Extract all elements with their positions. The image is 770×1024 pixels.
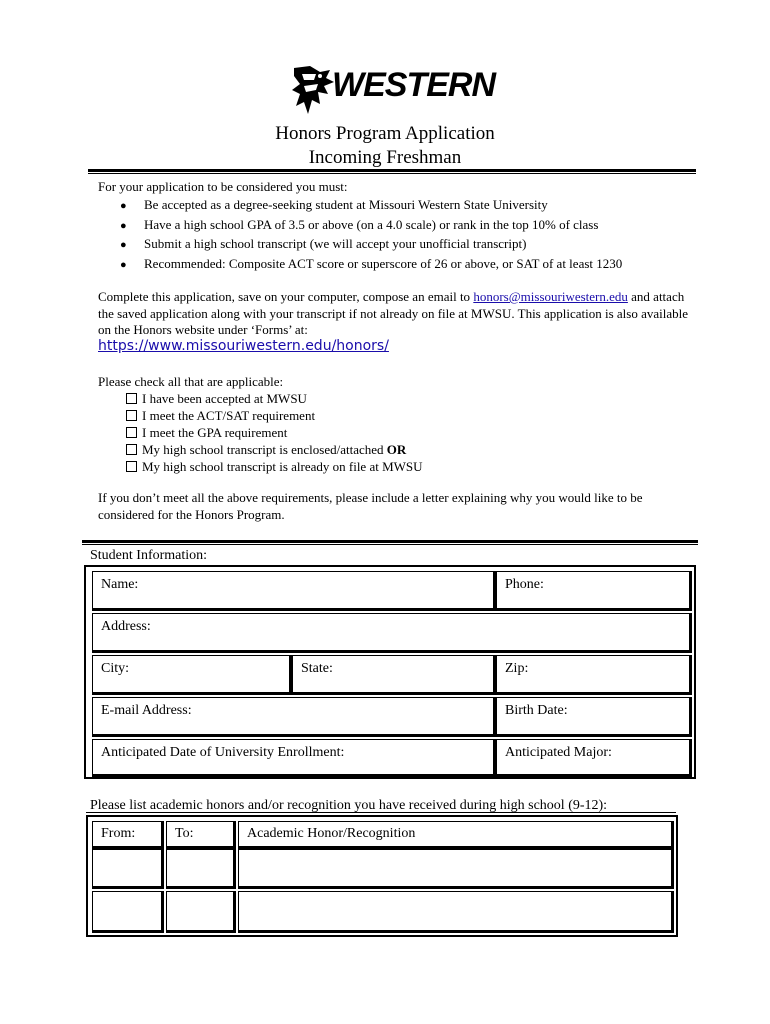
instructions-paragraph: Complete this application, save on your computer, compose an email to honors@missouriwestern.edu and attach the saved application along with your transcript if not already on file at MWSU. This application is also available on the Honors website under ‘Forms’ at: <box>98 289 689 337</box>
checkbox[interactable] <box>126 444 137 455</box>
honor-header: Academic Honor/Recognition <box>238 821 674 849</box>
griffon-mascot-icon <box>290 62 338 120</box>
from-input[interactable] <box>92 891 164 933</box>
honors-email-link[interactable]: honors@missouriwestern.edu <box>473 289 628 304</box>
honors-website-link[interactable]: https://www.missouriwestern.edu/honors/ <box>98 338 389 354</box>
name-field[interactable]: Name: <box>92 571 496 611</box>
checklist-item-act-sat[interactable]: I meet the ACT/SAT requirement <box>126 407 423 424</box>
bullet-icon: ● <box>120 258 127 271</box>
zip-field[interactable]: Zip: <box>496 655 692 695</box>
honors-divider <box>86 812 676 813</box>
checklist <box>126 390 423 475</box>
phone-field[interactable]: Phone: <box>496 571 692 611</box>
from-input[interactable] <box>92 849 164 889</box>
list-item: ● Have a high school GPA of 3.5 or above (on a 4.0 scale) or rank in the top 10% of class <box>120 216 622 236</box>
honor-input[interactable] <box>238 849 674 889</box>
requirements-intro: For your application to be considered you must: <box>98 179 348 194</box>
section-divider <box>82 540 698 545</box>
requirements-list <box>120 196 622 274</box>
to-header: To: <box>166 821 236 849</box>
address-field[interactable]: Address: <box>92 613 692 653</box>
checklist-item-gpa[interactable]: I meet the GPA requirement <box>126 424 423 441</box>
checkbox[interactable] <box>126 461 137 472</box>
checklist-item-transcript-on-file[interactable]: My high school transcript is already on file at MWSU <box>126 458 423 475</box>
page-title: Honors Program Application <box>275 123 495 144</box>
student-info-label: Student Information: <box>90 548 208 563</box>
western-logo <box>290 62 522 122</box>
from-header: From: <box>92 821 164 849</box>
checkbox[interactable] <box>126 427 137 438</box>
list-item: ● Recommended: Composite ACT score or superscore of 26 or above, or SAT of at least 1230 <box>120 255 622 275</box>
honor-input[interactable] <box>238 891 674 933</box>
title-divider <box>88 169 696 174</box>
page-subtitle: Incoming Freshman <box>308 147 462 168</box>
checkbox[interactable] <box>126 410 137 421</box>
bullet-icon: ● <box>120 219 127 232</box>
state-field[interactable]: State: <box>292 655 496 695</box>
list-item: ● Be accepted as a degree-seeking student at Missouri Western State University <box>120 196 622 216</box>
checklist-item-transcript-attached[interactable]: My high school transcript is enclosed/attached OR <box>126 441 423 458</box>
to-input[interactable] <box>166 891 236 933</box>
checklist-item-accepted[interactable]: I have been accepted at MWSU <box>126 390 423 407</box>
enrollment-date-field[interactable]: Anticipated Date of University Enrollment: <box>92 739 496 777</box>
major-field[interactable]: Anticipated Major: <box>496 739 692 777</box>
letter-note: If you don’t meet all the above requirements, please include a letter explaining why you would like to be considered for the Honors Program. <box>98 490 643 522</box>
checkbox[interactable] <box>126 393 137 404</box>
birth-date-field[interactable]: Birth Date: <box>496 697 692 737</box>
list-item: ● Submit a high school transcript (we will accept your unofficial transcript) <box>120 235 622 255</box>
bullet-icon: ● <box>120 200 127 212</box>
to-input[interactable] <box>166 849 236 889</box>
city-field[interactable]: City: <box>92 655 292 695</box>
checklist-intro: Please check all that are applicable: <box>98 374 284 389</box>
bullet-icon: ● <box>120 239 127 251</box>
student-info-table <box>84 565 696 779</box>
honors-label: Please list academic honors and/or recognition you have received during high school (9-12): <box>90 798 608 813</box>
email-field[interactable]: E-mail Address: <box>92 697 496 737</box>
logo-wordmark: WESTERN <box>332 66 495 104</box>
honors-table <box>86 815 678 937</box>
